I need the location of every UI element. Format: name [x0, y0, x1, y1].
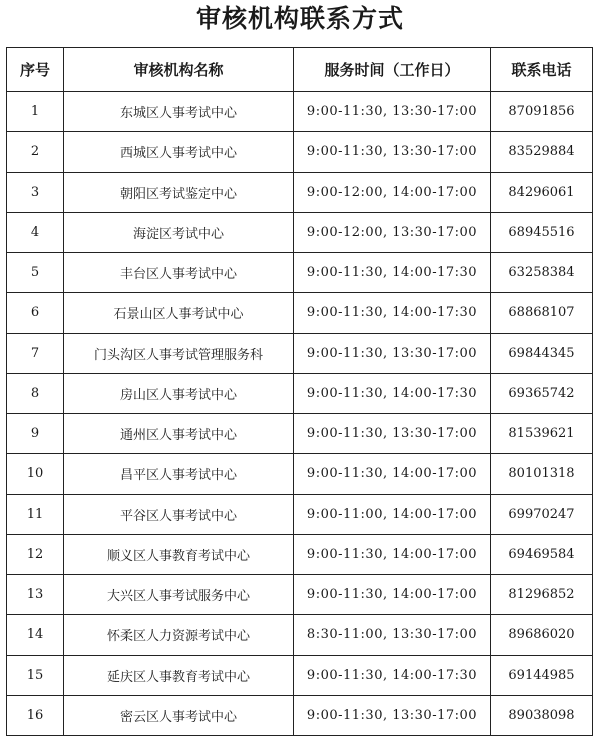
cell-phone: 83529884 — [491, 132, 593, 172]
cell-phone: 81539621 — [491, 414, 593, 454]
contact-table — [6, 47, 593, 736]
cell-agency-name: 怀柔区人力资源考试中心 — [64, 615, 294, 655]
table-row — [7, 172, 593, 212]
cell-serial-number: 13 — [7, 575, 64, 615]
cell-phone: 69144985 — [491, 655, 593, 695]
cell-agency-name: 门头沟区人事考试管理服务科 — [64, 333, 294, 373]
cell-phone: 81296852 — [491, 575, 593, 615]
cell-phone: 69844345 — [491, 333, 593, 373]
cell-service-hours: 9:00-11:30, 14:00-17:00 — [294, 575, 491, 615]
cell-phone: 89686020 — [491, 615, 593, 655]
table-row — [7, 575, 593, 615]
cell-agency-name: 顺义区人事教育考试中心 — [64, 534, 294, 574]
cell-agency-name: 房山区人事考试中心 — [64, 373, 294, 413]
cell-service-hours: 9:00-11:00, 14:00-17:00 — [294, 494, 491, 534]
table-row — [7, 695, 593, 735]
table-row — [7, 373, 593, 413]
cell-agency-name: 通州区人事考试中心 — [64, 414, 294, 454]
cell-serial-number: 8 — [7, 373, 64, 413]
cell-agency-name: 海淀区考试中心 — [64, 212, 294, 252]
table-row — [7, 92, 593, 132]
cell-agency-name: 大兴区人事考试服务中心 — [64, 575, 294, 615]
header-agency-name: 审核机构名称 — [64, 48, 294, 92]
cell-phone: 84296061 — [491, 172, 593, 212]
cell-serial-number: 7 — [7, 333, 64, 373]
cell-service-hours: 8:30-11:00, 13:30-17:00 — [294, 615, 491, 655]
cell-service-hours: 9:00-11:30, 14:00-17:30 — [294, 373, 491, 413]
cell-serial-number: 15 — [7, 655, 64, 695]
cell-service-hours: 9:00-11:30, 13:30-17:00 — [294, 333, 491, 373]
table-row — [7, 333, 593, 373]
cell-agency-name: 平谷区人事考试中心 — [64, 494, 294, 534]
header-serial-number: 序号 — [7, 48, 64, 92]
cell-serial-number: 12 — [7, 534, 64, 574]
table-header-row — [7, 48, 593, 92]
table-row — [7, 615, 593, 655]
table-row — [7, 454, 593, 494]
table-row — [7, 293, 593, 333]
cell-serial-number: 1 — [7, 92, 64, 132]
cell-service-hours: 9:00-12:00, 13:30-17:00 — [294, 212, 491, 252]
cell-agency-name: 昌平区人事考试中心 — [64, 454, 294, 494]
cell-phone: 69365742 — [491, 373, 593, 413]
cell-agency-name: 延庆区人事教育考试中心 — [64, 655, 294, 695]
cell-service-hours: 9:00-11:30, 14:00-17:30 — [294, 655, 491, 695]
cell-agency-name: 丰台区人事考试中心 — [64, 253, 294, 293]
cell-serial-number: 3 — [7, 172, 64, 212]
cell-serial-number: 5 — [7, 253, 64, 293]
cell-agency-name: 密云区人事考试中心 — [64, 695, 294, 735]
cell-serial-number: 4 — [7, 212, 64, 252]
cell-service-hours: 9:00-11:30, 14:00-17:30 — [294, 293, 491, 333]
cell-phone: 68945516 — [491, 212, 593, 252]
cell-service-hours: 9:00-12:00, 14:00-17:00 — [294, 172, 491, 212]
cell-phone: 68868107 — [491, 293, 593, 333]
table-row — [7, 494, 593, 534]
table-body — [7, 92, 593, 736]
table-row — [7, 655, 593, 695]
cell-service-hours: 9:00-11:30, 13:30-17:00 — [294, 695, 491, 735]
cell-phone: 89038098 — [491, 695, 593, 735]
cell-phone: 63258384 — [491, 253, 593, 293]
table-row — [7, 132, 593, 172]
cell-phone: 69970247 — [491, 494, 593, 534]
cell-agency-name: 石景山区人事考试中心 — [64, 293, 294, 333]
header-service-hours: 服务时间（工作日） — [294, 48, 491, 92]
cell-phone: 69469584 — [491, 534, 593, 574]
cell-phone: 80101318 — [491, 454, 593, 494]
cell-serial-number: 9 — [7, 414, 64, 454]
table-row — [7, 212, 593, 252]
cell-serial-number: 10 — [7, 454, 64, 494]
header-phone: 联系电话 — [491, 48, 593, 92]
cell-agency-name: 东城区人事考试中心 — [64, 92, 294, 132]
cell-serial-number: 2 — [7, 132, 64, 172]
page-title: 审核机构联系方式 — [195, 4, 404, 33]
cell-phone: 87091856 — [491, 92, 593, 132]
table-row — [7, 253, 593, 293]
cell-serial-number: 14 — [7, 615, 64, 655]
cell-service-hours: 9:00-11:30, 13:30-17:00 — [294, 92, 491, 132]
cell-service-hours: 9:00-11:30, 13:30-17:00 — [294, 132, 491, 172]
cell-service-hours: 9:00-11:30, 14:00-17:00 — [294, 534, 491, 574]
cell-service-hours: 9:00-11:30, 14:00-17:00 — [294, 454, 491, 494]
table-row — [7, 414, 593, 454]
cell-serial-number: 11 — [7, 494, 64, 534]
cell-agency-name: 西城区人事考试中心 — [64, 132, 294, 172]
cell-serial-number: 6 — [7, 293, 64, 333]
table-row — [7, 534, 593, 574]
cell-agency-name: 朝阳区考试鉴定中心 — [64, 172, 294, 212]
cell-service-hours: 9:00-11:30, 14:00-17:30 — [294, 253, 491, 293]
cell-serial-number: 16 — [7, 695, 64, 735]
cell-service-hours: 9:00-11:30, 13:30-17:00 — [294, 414, 491, 454]
